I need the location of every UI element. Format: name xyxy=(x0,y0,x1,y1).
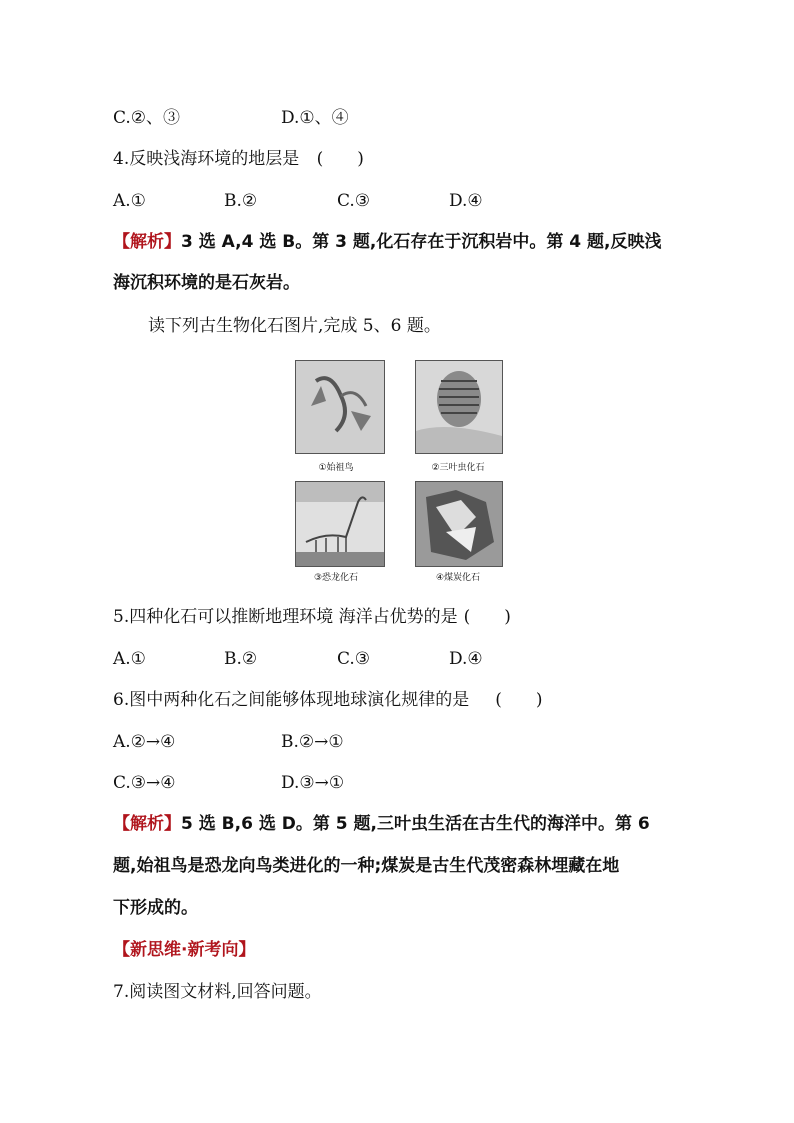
archaeopteryx-image xyxy=(295,360,385,454)
q4-option-c: C.③ xyxy=(337,191,371,211)
q5-option-a: A.① xyxy=(113,649,146,669)
q5-option-b: B.② xyxy=(224,649,258,669)
q5-paren: ( ) xyxy=(463,607,511,627)
q3-option-d: D.①、④ xyxy=(281,108,349,128)
q5-option-d: D.④ xyxy=(449,649,483,669)
q4-paren: ( ) xyxy=(316,149,364,169)
q4-option-a: A.① xyxy=(113,191,146,211)
q4-stem xyxy=(113,148,364,170)
analysis-1-line-1 xyxy=(113,231,661,253)
analysis-1-text-1: 3 选 A,4 选 B。第 3 题,化石存在于沉积岩中。第 4 题,反映浅 xyxy=(181,232,662,252)
q6-paren: ( ) xyxy=(495,690,543,710)
analysis-2-tag: 【解析】 xyxy=(113,814,181,834)
section-heading: 【新思维·新考向】 xyxy=(113,940,256,960)
intro-text: 读下列古生物化石图片,完成 5、6 题。 xyxy=(148,316,441,336)
analysis-2-line-3: 下形成的。 xyxy=(113,898,198,918)
q6-stem-text: 6.图中两种化石之间能够体现地球演化规律的是 xyxy=(113,690,470,710)
q6-option-c: C.③→④ xyxy=(113,773,176,793)
q6-stem xyxy=(113,689,543,711)
q5-stem-text: 5.四种化石可以推断地理环境 海洋占优势的是 xyxy=(113,607,458,627)
q6-option-d: D.③→① xyxy=(281,773,345,793)
caption-trilobite: ②三叶虫化石 xyxy=(431,463,485,473)
caption-coal: ④煤炭化石 xyxy=(435,573,481,583)
q5-stem xyxy=(113,606,511,628)
caption-archaeopteryx: ①始祖鸟 xyxy=(318,463,354,473)
q4-stem-text: 4.反映浅海环境的地层是 xyxy=(113,149,300,169)
analysis-2-line-1 xyxy=(113,813,650,835)
dinosaur-image xyxy=(295,481,385,567)
q7-stem: 7.阅读图文材料,回答问题。 xyxy=(113,982,322,1002)
analysis-2-text-1: 5 选 B,6 选 D。第 5 题,三叶虫生活在古生代的海洋中。第 6 xyxy=(181,814,650,834)
coal-image xyxy=(415,481,503,567)
q4-option-b: B.② xyxy=(224,191,258,211)
q3-option-c: C.②、③ xyxy=(113,108,181,128)
q4-option-d: D.④ xyxy=(449,191,483,211)
analysis-2-line-2: 题,始祖鸟是恐龙向鸟类进化的一种;煤炭是古生代茂密森林埋藏在地 xyxy=(113,856,620,876)
q6-option-b: B.②→① xyxy=(281,732,344,752)
caption-dinosaur: ③恐龙化石 xyxy=(313,573,359,583)
q6-option-a: A.②→④ xyxy=(113,732,176,752)
trilobite-image xyxy=(415,360,503,454)
analysis-1-line-2: 海沉积环境的是石灰岩。 xyxy=(113,273,300,293)
analysis-1-tag: 【解析】 xyxy=(113,232,181,252)
q5-option-c: C.③ xyxy=(337,649,371,669)
